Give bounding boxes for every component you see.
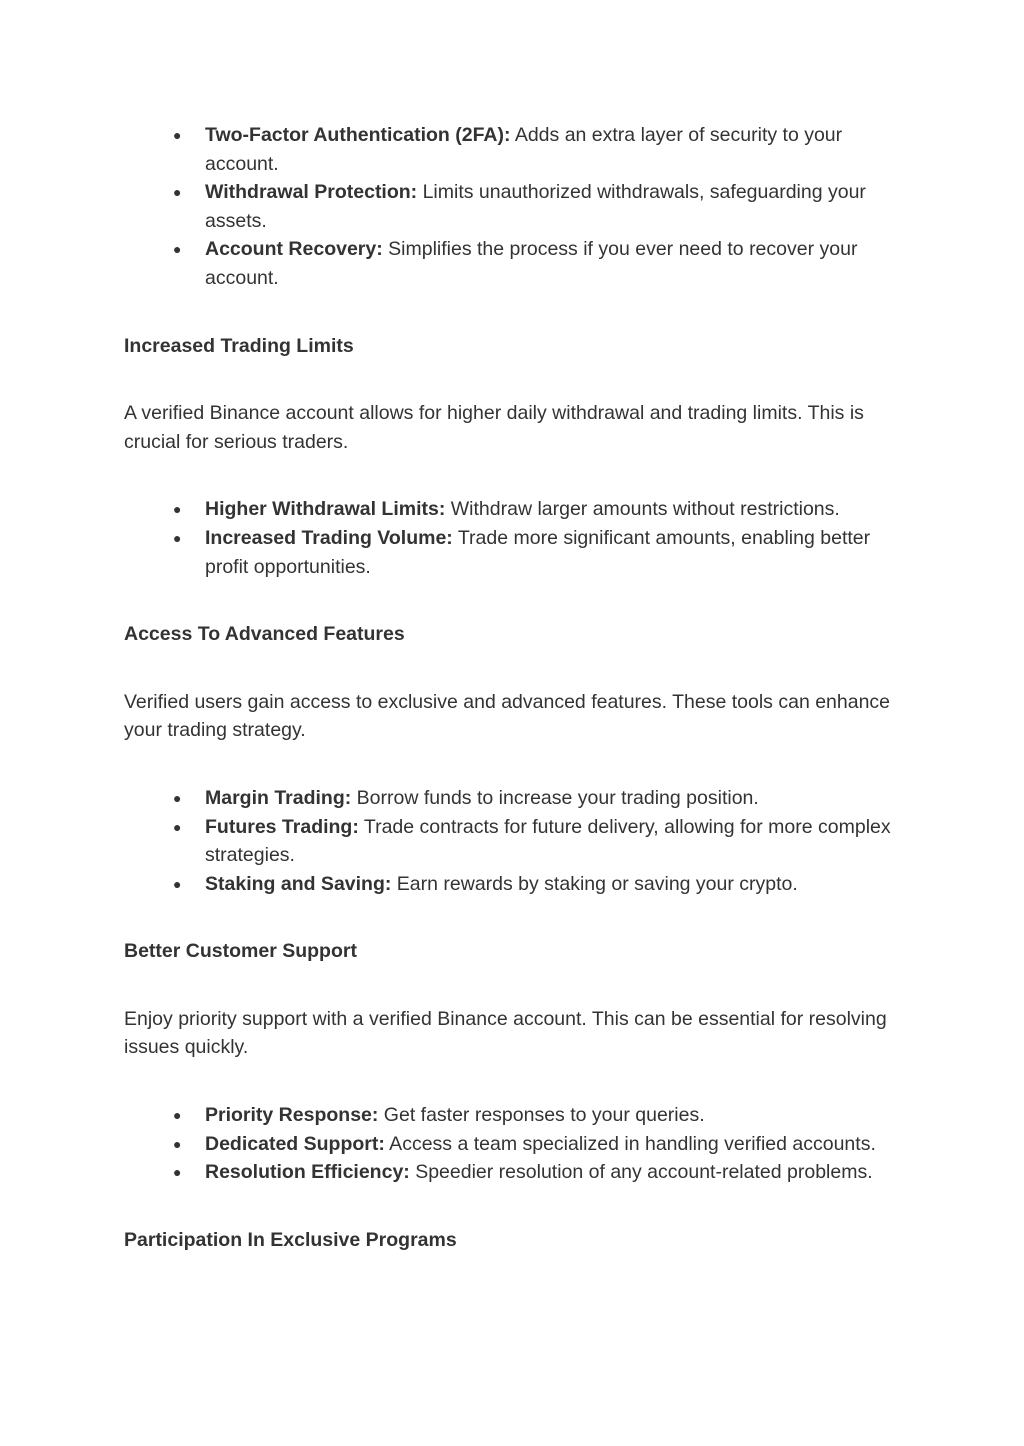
list-item-term: Staking and Saving: [205, 872, 392, 895]
list-item [173, 1130, 904, 1159]
section-paragraph-trading-limits: A verified Binance account allows for higher daily withdrawal and trading limits. This is crucial for serious traders. [124, 402, 864, 453]
bullet-icon: ● [173, 127, 182, 143]
list-item-desc: Get faster responses to your queries. [378, 1104, 705, 1127]
list-item-term: Futures Trading: [205, 815, 359, 838]
list-item-term: Priority Response: [205, 1104, 379, 1127]
list-item-desc: Adds an extra layer of security to your account. [205, 124, 843, 175]
advanced-features-list [124, 784, 904, 898]
list-item [173, 524, 904, 581]
list-item-term: Dedicated Support: [205, 1132, 385, 1155]
bullet-icon: ● [173, 501, 182, 518]
list-item-desc: Earn rewards by staking or saving your crypto. [391, 872, 798, 895]
list-item-term: Higher Withdrawal Limits: [205, 498, 446, 521]
list-item-desc: Speedier resolution of any account-related problems. [409, 1161, 873, 1184]
list-item-term: Account Recovery: [205, 238, 383, 261]
list-item-desc: Borrow funds to increase your trading position. [351, 786, 759, 809]
bullet-icon: ● [173, 1107, 182, 1124]
list-item [173, 813, 904, 870]
bullet-icon: ● [173, 1135, 182, 1152]
list-item [173, 870, 904, 899]
bullet-icon: ● [173, 241, 182, 258]
bullet-icon: ● [173, 789, 182, 806]
section-heading-trading-limits: Increased Trading Limits [124, 334, 354, 357]
customer-support-list [124, 1101, 904, 1187]
section-heading-advanced-features: Access To Advanced Features [124, 623, 405, 646]
list-item-desc: Limits unauthorized withdrawals, safeguarding your assets. [205, 181, 866, 232]
list-item [173, 495, 904, 524]
security-list [124, 121, 904, 293]
list-item-term: Margin Trading: [205, 786, 352, 809]
trading-limits-list [124, 495, 904, 581]
list-item [173, 1158, 904, 1187]
section-paragraph-advanced-features: Verified users gain access to exclusive and advanced features. These tools can enhance your trading strategy. [124, 690, 891, 742]
list-item [173, 121, 904, 178]
list-item-desc: Withdraw larger amounts without restrictions. [445, 498, 840, 521]
bullet-icon: ● [173, 875, 182, 892]
section-heading-exclusive-programs: Participation In Exclusive Programs [124, 1228, 457, 1251]
bullet-icon: ● [173, 184, 182, 201]
list-item [173, 1101, 904, 1130]
bullet-icon: ● [173, 1164, 182, 1181]
section-paragraph-customer-support: Enjoy priority support with a verified Binance account. This can be essential for resolving issues quickly. [124, 1007, 887, 1059]
list-item-desc: Trade more significant amounts, enabling better profit opportunities. [205, 526, 871, 578]
bullet-icon: ● [173, 529, 182, 546]
bullet-icon: ● [173, 818, 182, 835]
list-item-term: Two-Factor Authentication (2FA): [205, 124, 511, 146]
list-item-term: Resolution Efficiency: [205, 1161, 410, 1184]
list-item [173, 178, 904, 235]
list-item-desc: Simplifies the process if you ever need to recover your account. [205, 238, 858, 289]
list-item-desc: Access a team specialized in handling verified accounts. [384, 1132, 876, 1155]
list-item [173, 235, 904, 292]
section-heading-customer-support: Better Customer Support [124, 940, 357, 963]
list-item [173, 784, 904, 813]
document-page [124, 121, 904, 1254]
list-item-term: Increased Trading Volume: [205, 526, 453, 549]
list-item-desc: Trade contracts for future delivery, allowing for more complex strategies. [205, 815, 891, 867]
list-item-term: Withdrawal Protection: [205, 181, 418, 204]
